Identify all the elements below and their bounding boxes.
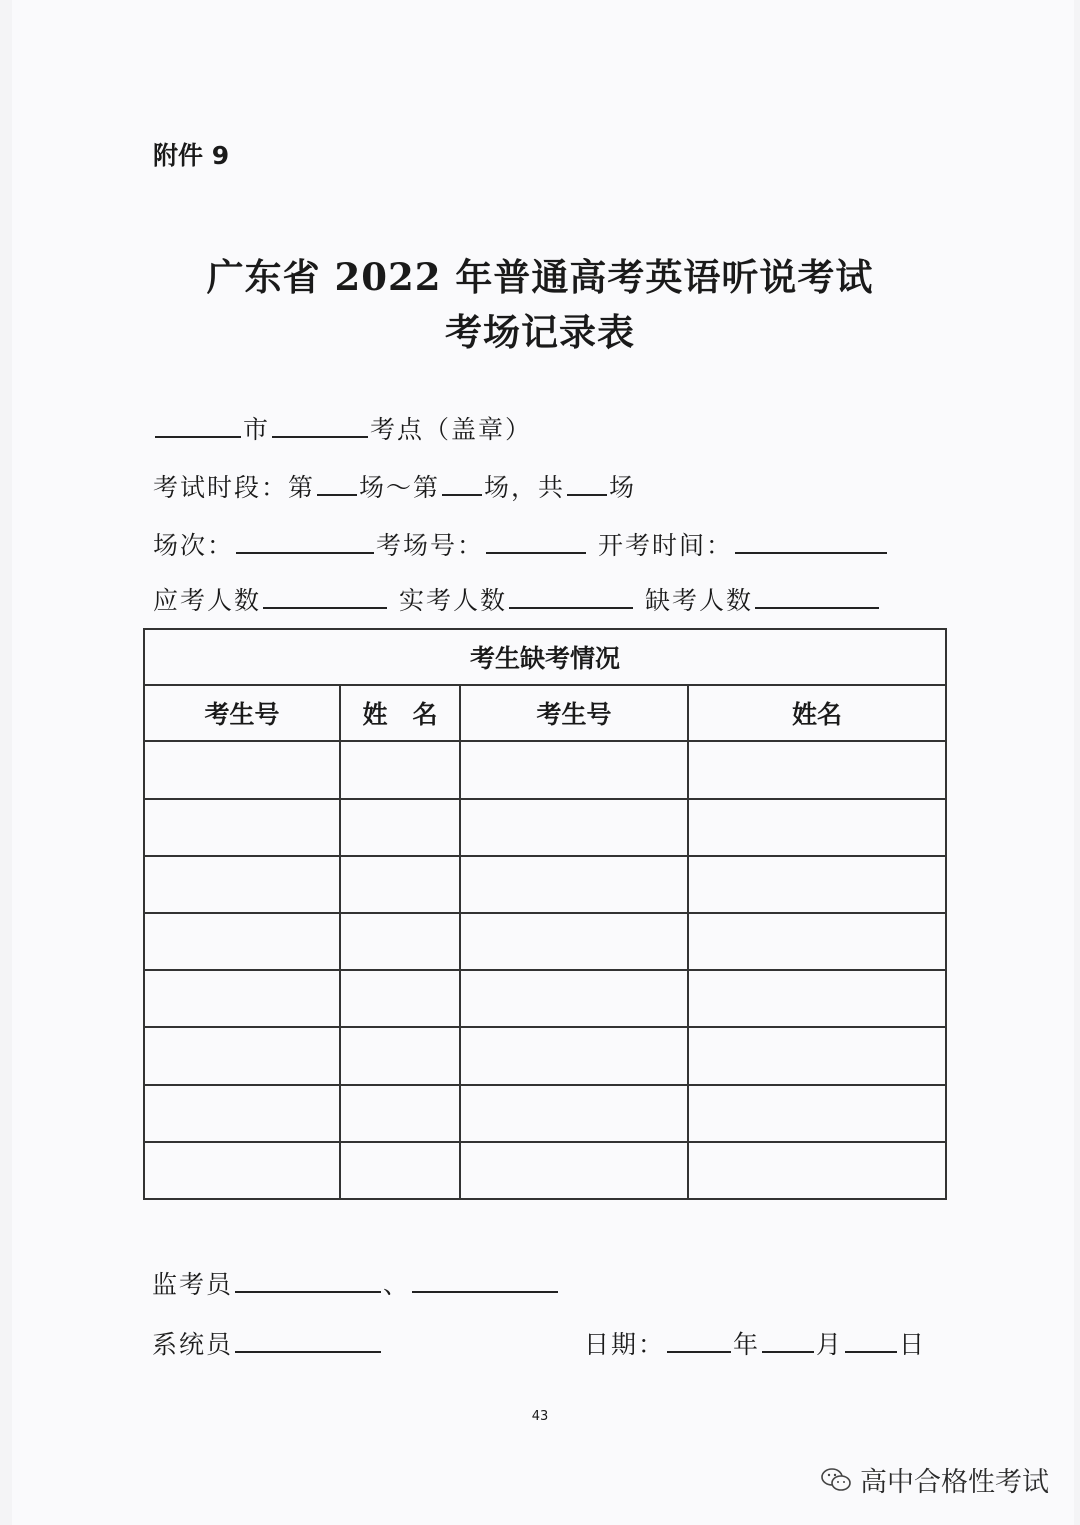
expected-blank[interactable]: [263, 583, 387, 609]
table-row: [144, 741, 946, 798]
table-cell[interactable]: [340, 1027, 460, 1084]
table-cell[interactable]: [688, 1085, 946, 1142]
start-time-label: 开考时间：: [597, 531, 733, 560]
table-row: [144, 1142, 946, 1199]
invigilator-label: 监考员: [152, 1270, 234, 1299]
col-exam-number-2: 考生号: [460, 685, 688, 741]
start-time-blank[interactable]: [735, 528, 887, 554]
year-label: 年: [733, 1330, 761, 1359]
table-cell[interactable]: [688, 970, 946, 1027]
round-blank[interactable]: [236, 528, 374, 554]
table-cell[interactable]: [460, 1027, 688, 1084]
watermark-text: 高中合格性考试: [860, 1467, 1049, 1498]
table-cell[interactable]: [340, 970, 460, 1027]
session-start-blank[interactable]: [317, 470, 357, 496]
session-end-blank[interactable]: [442, 470, 482, 496]
round-line: [153, 526, 889, 562]
invigilator-blank-1[interactable]: [235, 1267, 381, 1293]
site-blank[interactable]: [272, 412, 368, 438]
watermark: [820, 1460, 1049, 1499]
title-line-1: 广东省 2022 年普通高考英语听说考试: [206, 255, 874, 299]
annex-label: 附件 9: [153, 141, 230, 170]
table-cell[interactable]: [688, 1027, 946, 1084]
actual-label: 实考人数: [398, 586, 507, 615]
table-cell[interactable]: [460, 1085, 688, 1142]
table-cell[interactable]: [460, 1142, 688, 1199]
title-line-2: 考场记录表: [445, 310, 635, 354]
session-line: [153, 468, 636, 504]
table-row: [144, 856, 946, 913]
table-cell[interactable]: [460, 970, 688, 1027]
page-number: 43: [531, 1409, 549, 1424]
col-name-2: 姓名: [688, 685, 946, 741]
round-label: 场次：: [153, 531, 235, 560]
table-row: [144, 1027, 946, 1084]
date-line: [584, 1325, 926, 1361]
month-blank[interactable]: [762, 1327, 814, 1353]
table-cell[interactable]: [340, 741, 460, 798]
operator-label: 系统员: [152, 1330, 234, 1359]
table-cell[interactable]: [688, 856, 946, 913]
actual-blank[interactable]: [509, 583, 633, 609]
operator-blank[interactable]: [235, 1327, 381, 1353]
absence-table: [143, 628, 947, 1200]
table-cell[interactable]: [460, 856, 688, 913]
site-label: 考点（盖章）: [370, 415, 533, 444]
date-label: 日期：: [584, 1330, 666, 1359]
table-cell[interactable]: [340, 799, 460, 856]
operator-line: [152, 1325, 383, 1361]
table-header: 考生缺考情况: [144, 629, 946, 685]
col-name-1: 姓 名: [340, 685, 460, 741]
invigilator-separator: 、: [383, 1270, 411, 1299]
expected-label: 应考人数: [153, 586, 262, 615]
absent-label: 缺考人数: [644, 586, 753, 615]
table-cell[interactable]: [144, 856, 340, 913]
col-exam-number-1: 考生号: [144, 685, 340, 741]
table-cell[interactable]: [340, 1142, 460, 1199]
table-row: [144, 970, 946, 1027]
table-cell[interactable]: [340, 1085, 460, 1142]
table-row: [144, 799, 946, 856]
table-cell[interactable]: [144, 799, 340, 856]
table-cell[interactable]: [144, 1142, 340, 1199]
table-cell[interactable]: [688, 741, 946, 798]
wechat-icon: [820, 1466, 852, 1494]
table-cell[interactable]: [144, 970, 340, 1027]
table-cell[interactable]: [340, 856, 460, 913]
city-label: 市: [243, 415, 271, 444]
invigilator-blank-2[interactable]: [412, 1267, 558, 1293]
invigilator-line: [152, 1265, 560, 1301]
session-prefix: 考试时段：第: [153, 473, 316, 502]
table-cell[interactable]: [688, 1142, 946, 1199]
day-label: 日: [899, 1330, 927, 1359]
table-row: [144, 913, 946, 970]
session-mid1: 场～第: [359, 473, 441, 502]
table-cell[interactable]: [688, 799, 946, 856]
table-cell[interactable]: [144, 741, 340, 798]
column-header-row: [144, 685, 946, 741]
table-cell[interactable]: [144, 1027, 340, 1084]
table-row: [144, 1085, 946, 1142]
table-cell[interactable]: [688, 913, 946, 970]
session-suffix: 场: [609, 473, 637, 502]
table-cell[interactable]: [460, 799, 688, 856]
table-cell[interactable]: [460, 741, 688, 798]
city-blank[interactable]: [155, 412, 241, 438]
room-blank[interactable]: [486, 528, 586, 554]
year-blank[interactable]: [667, 1327, 731, 1353]
room-label: 考场号：: [376, 531, 485, 560]
session-total-blank[interactable]: [567, 470, 607, 496]
table-cell[interactable]: [460, 913, 688, 970]
day-blank[interactable]: [845, 1327, 897, 1353]
table-cell[interactable]: [340, 913, 460, 970]
table-cell[interactable]: [144, 1085, 340, 1142]
count-line: [153, 581, 881, 617]
month-label: 月: [816, 1330, 844, 1359]
absent-blank[interactable]: [755, 583, 879, 609]
table-cell[interactable]: [144, 913, 340, 970]
session-mid2: 场，共: [484, 473, 566, 502]
city-site-line: [153, 410, 532, 446]
